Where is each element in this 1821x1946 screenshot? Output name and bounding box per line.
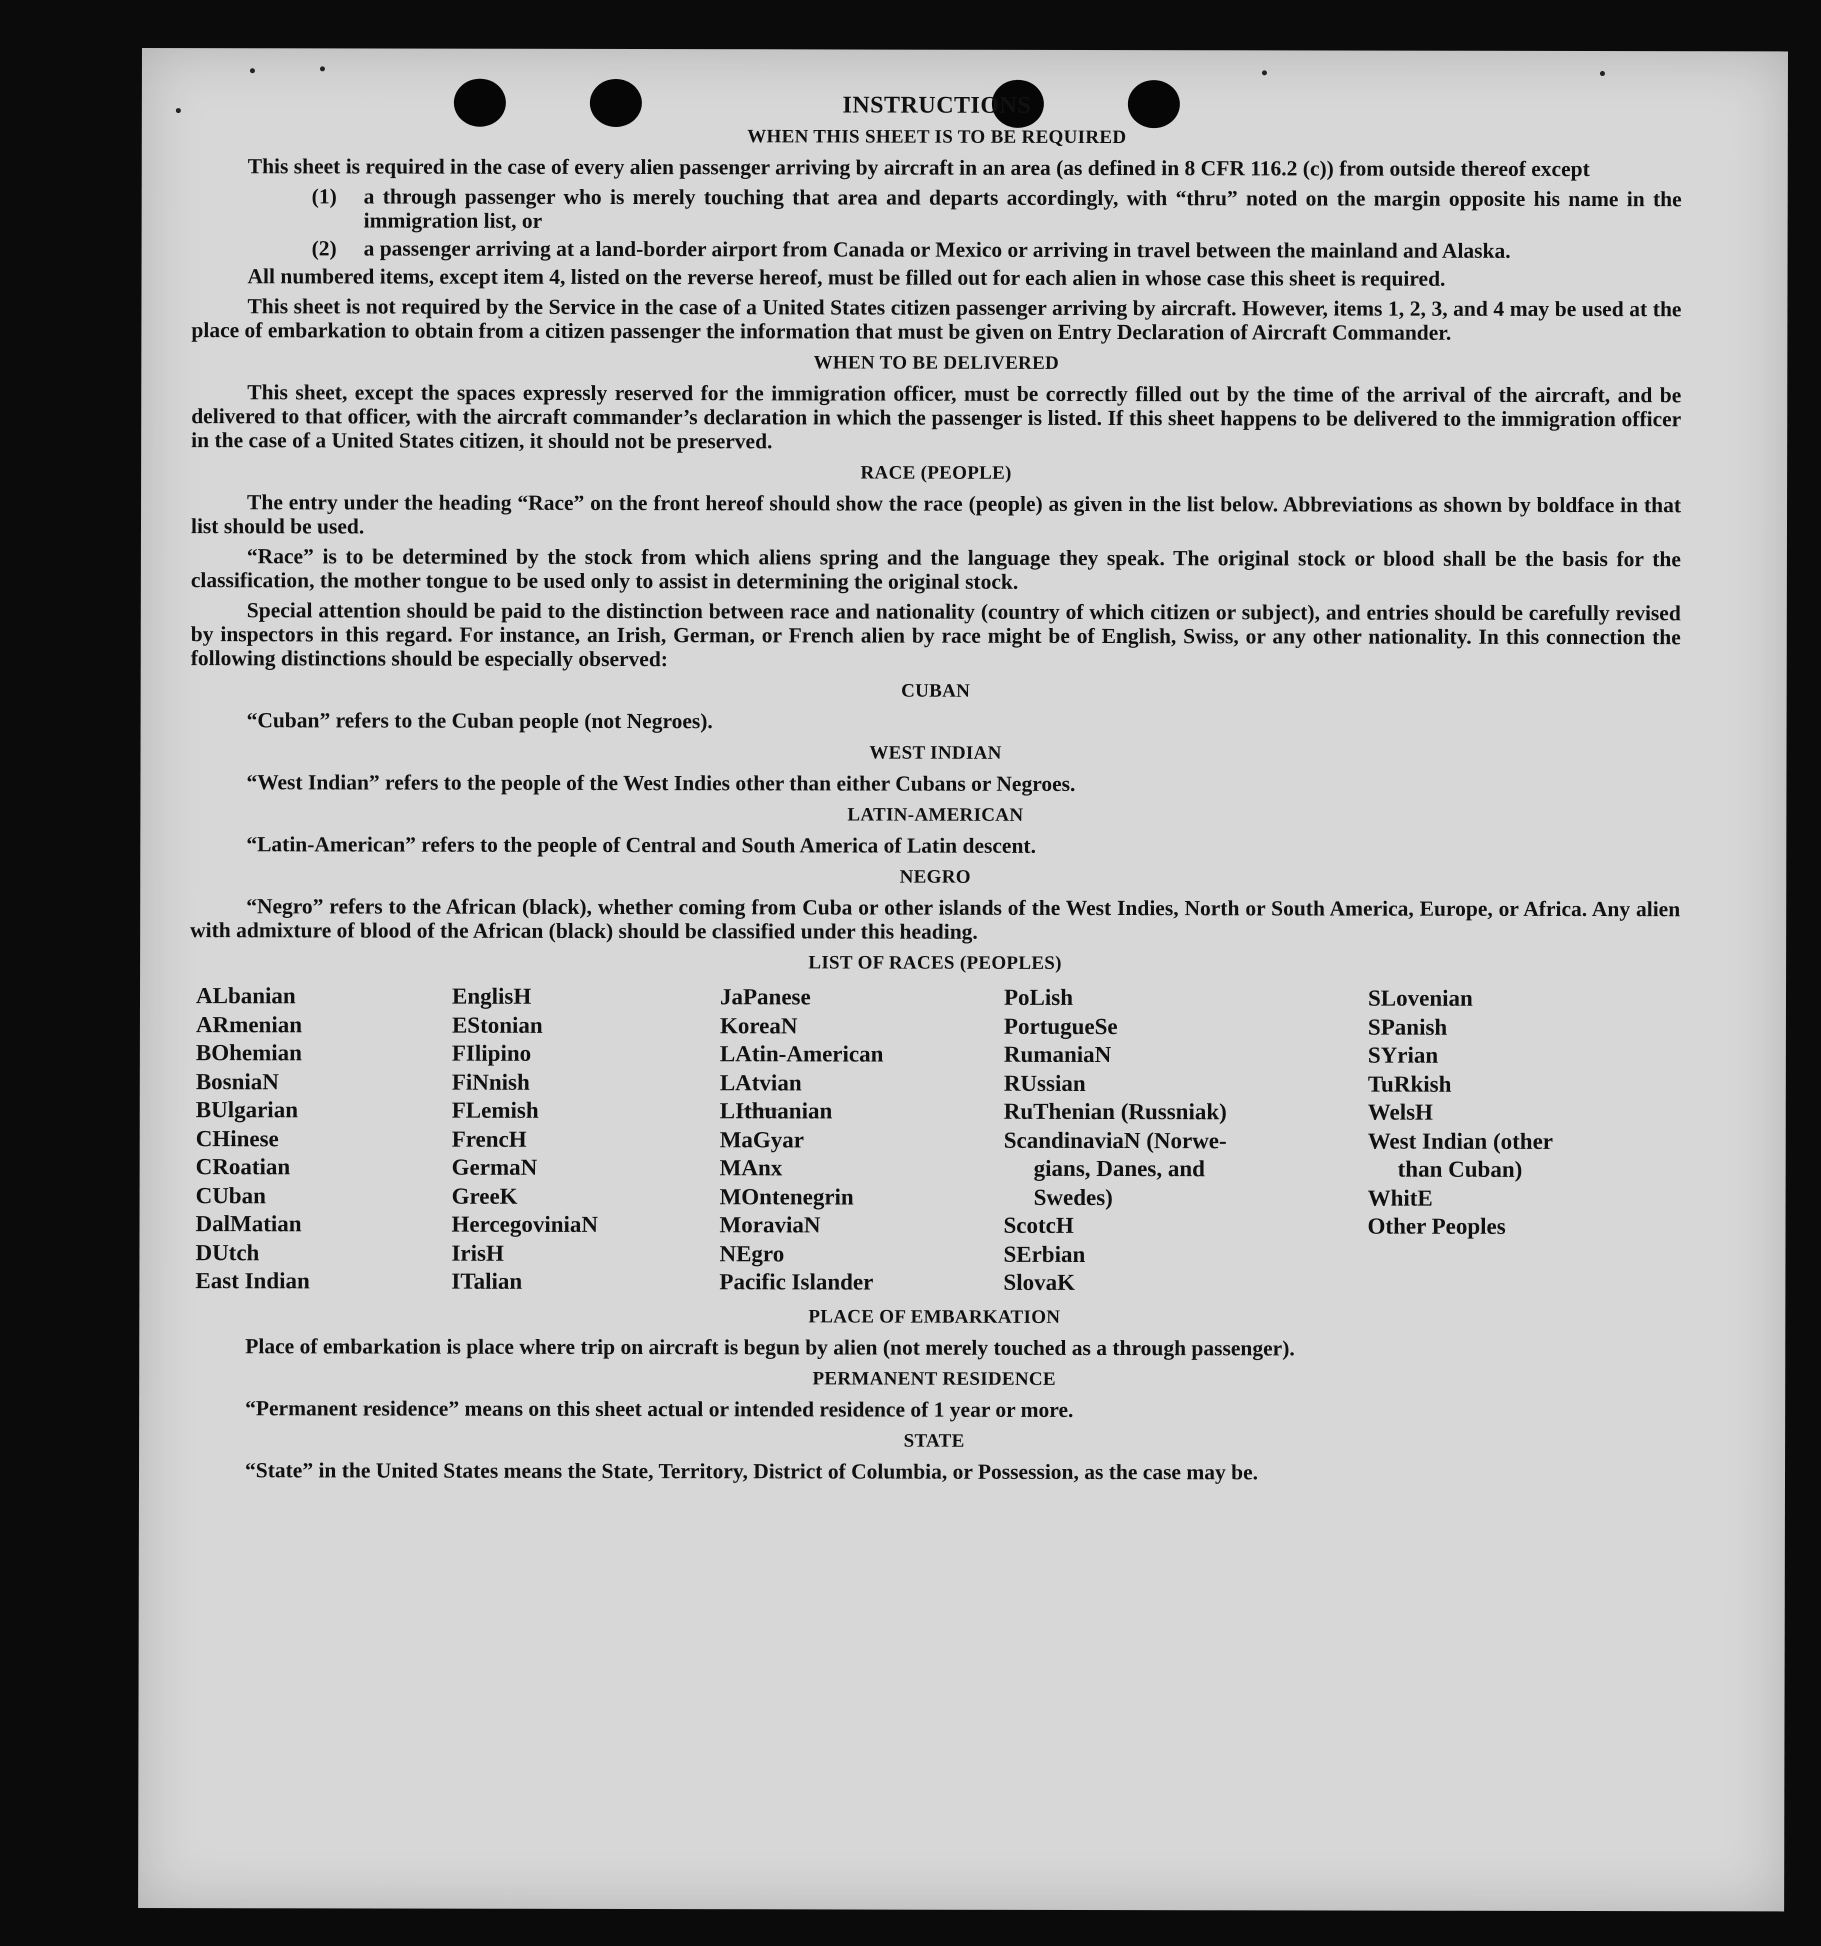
race-entry: NEgro (719, 1240, 785, 1266)
races-table (195, 982, 1680, 1299)
required-paragraph-2: All numbered items, except item 4, listed on the reverse hereof, must be filled out for each alien in whose case this sheet is required. (247, 264, 1446, 291)
race-entry: BOhemian (195, 1040, 303, 1066)
race-entry: FrencH (451, 1126, 527, 1152)
heading-latin-american: LATIN-AMERICAN (847, 804, 1024, 826)
heading-state: STATE (903, 1430, 965, 1452)
race-paragraph-3: Special attention should be paid to the distinction between race and nationality (country of which citizen or subject), and entries should be carefully revised by inspectors in this regard. For instance, an Irish, German, or French alien by race might be of English, Swiss, or any other nationality. In this connection the following distinctions should be especially observed: (190, 598, 1681, 672)
race-entry: RumaniaN (1003, 1041, 1112, 1068)
race-entry: West Indian (other (1367, 1128, 1554, 1154)
race-entry: gians, Danes, and (1033, 1155, 1205, 1182)
race-entry: MoraviaN (719, 1212, 821, 1238)
race-paragraph-2: “Race” is to be determined by the stock from which aliens spring and the language they speak. The original stock or blood shall be the basis for the classification, the mother tongue to be used only to assist in determining the original stock. (190, 544, 1681, 594)
race-entry: MAnx (719, 1155, 783, 1181)
races-column (719, 983, 1004, 1297)
speck (1262, 70, 1267, 75)
race-entry: EStonian (451, 1012, 543, 1038)
race-entry: ALbanian (195, 983, 296, 1009)
negro-text: “Negro” refers to the African (black), whether coming from Cuba or other islands of the West Indies, North or South America, Europe, or Africa. Any alien with admixture of blood of the African (black) should be classified under this heading. (190, 894, 1681, 944)
race-entry: LIthuanian (719, 1098, 833, 1124)
race-entry: Pacific Islander (719, 1269, 874, 1295)
exceptions-list (312, 184, 1682, 263)
heading-west-indian: WEST INDIAN (869, 742, 1002, 764)
heading-delivered: WHEN TO BE DELIVERED (813, 352, 1060, 374)
race-entry: RuThenian (Russniak) (1003, 1098, 1227, 1125)
cuban-text: “Cuban” refers to the Cuban people (not Negroes). (246, 708, 713, 734)
race-entry: DUtch (195, 1239, 260, 1265)
heading-race: RACE (PEOPLE) (860, 462, 1012, 484)
race-entry: GreeK (451, 1183, 518, 1209)
speck (1600, 71, 1605, 76)
race-entry: PoLish (1003, 984, 1074, 1010)
item-number: (2) (311, 236, 337, 261)
race-entry: CRoatian (195, 1154, 291, 1180)
race-entry: East Indian (195, 1268, 310, 1294)
race-entry: PortugueSe (1003, 1013, 1118, 1039)
race-entry: SlovaK (1003, 1269, 1076, 1295)
heading-cuban: CUBAN (901, 680, 971, 702)
race-entry: SPanish (1367, 1014, 1448, 1040)
heading-list-of-races: LIST OF RACES (PEOPLES) (808, 952, 1062, 974)
race-entry: Swedes) (1033, 1184, 1113, 1210)
item-text: a through passenger who is merely touching that area and departs accordingly, with “thru” noted on the margin opposite his name in the immigration list, or (363, 184, 1682, 233)
embarkation-text: Place of embarkation is place where trip on aircraft is begun by alien (not merely touched as a through passenger). (245, 1333, 1295, 1360)
race-entry: KoreaN (719, 1012, 798, 1038)
races-column (1367, 985, 1628, 1299)
list-item (312, 184, 1682, 235)
race-entry: SLovenian (1367, 985, 1473, 1011)
races-column (1003, 984, 1368, 1298)
race-entry: WhitE (1367, 1185, 1433, 1211)
race-entry: LAtvian (719, 1069, 802, 1095)
document-sheet (138, 48, 1788, 1911)
races-column (451, 983, 720, 1297)
required-paragraph-3: This sheet is not required by the Service in the case of a United States citizen passenger arriving by aircraft. However, items 1, 2, 3, and 4 may be used at the place of embarkation to obtain from a citizen passenger the information that must be given on Entry Declaration of Aircraft Commander. (191, 294, 1682, 345)
speck (176, 108, 181, 113)
instructions-content (189, 92, 1682, 1491)
race-entry: FiNnish (451, 1069, 530, 1095)
race-entry: WelsH (1367, 1099, 1433, 1125)
race-entry: MOntenegrin (719, 1183, 854, 1209)
heading-required: WHEN THIS SHEET IS TO BE REQUIRED (747, 126, 1127, 149)
state-text: “State” in the United States means the State, Territory, District of Columbia, or Possession, as the case may be. (244, 1457, 1259, 1484)
speck (250, 68, 255, 73)
race-entry: than Cuban) (1397, 1156, 1523, 1182)
race-entry: ITalian (451, 1268, 523, 1294)
race-entry: SErbian (1003, 1241, 1086, 1267)
race-paragraph-1: The entry under the heading “Race” on the front hereof should show the race (people) as given in the list below. Abbreviations as shown by boldface in that list should be used. (190, 490, 1682, 539)
page-title: INSTRUCTIONS (842, 92, 1032, 119)
list-item (312, 236, 1682, 263)
delivered-text: This sheet, except the spaces expressly reserved for the immigration officer, must be correctly filled out by the time of the arrival of the aircraft, and be delivered to that officer, with the aircraft commander’s declaration in which the passenger is listed. If this sheet happens to be delivered to the immigration officer in the case of a United States citizen, it should not be preserved. (191, 380, 1682, 454)
race-entry: CUban (195, 1182, 266, 1208)
heading-embarkation: PLACE OF EMBARKATION (808, 1305, 1061, 1328)
race-entry: FIlipino (451, 1040, 532, 1066)
west-indian-text: “West Indian” refers to the people of the West Indies other than either Cubans or Negroes. (246, 770, 1076, 796)
race-entry: EnglisH (451, 983, 532, 1009)
race-entry: SYrian (1367, 1042, 1439, 1068)
race-entry: MaGyar (719, 1126, 805, 1152)
residence-text: “Permanent residence” means on this sheet actual or intended residence of 1 year or more. (245, 1395, 1074, 1422)
required-intro: This sheet is required in the case of every alien passenger arriving by aircraft in an area (as defined in 8 CFR 116.2 (c)) from outside thereof except (247, 154, 1590, 182)
race-entry: CHinese (195, 1125, 279, 1151)
heading-residence: PERMANENT RESIDENCE (812, 1367, 1056, 1390)
race-entry: TuRkish (1367, 1071, 1452, 1097)
races-column (195, 982, 452, 1296)
race-entry: ARmenian (195, 1011, 303, 1037)
race-entry: HercegoviniaN (451, 1211, 599, 1237)
speck (320, 66, 325, 71)
race-entry: GermaN (451, 1154, 538, 1180)
race-entry: BosniaN (195, 1068, 279, 1094)
race-entry: FLemish (451, 1097, 539, 1123)
race-entry: ScotcH (1003, 1212, 1074, 1238)
race-entry: LAtin-American (719, 1041, 884, 1067)
race-entry: JaPanese (719, 984, 811, 1010)
race-entry: DalMatian (195, 1211, 302, 1237)
heading-negro: NEGRO (899, 866, 971, 888)
race-entry: RUssian (1003, 1070, 1086, 1096)
item-text: a passenger arriving at a land-border airport from Canada or Mexico or arriving in travel between the mainland and Alaska. (363, 236, 1511, 263)
item-number: (1) (311, 184, 337, 209)
race-entry: Other Peoples (1367, 1213, 1506, 1239)
race-entry: IrisH (451, 1240, 504, 1266)
race-entry: BUlgarian (195, 1097, 299, 1123)
race-entry: ScandinaviaN (Norwe- (1003, 1127, 1227, 1153)
latin-american-text: “Latin-American” refers to the people of Central and South America of Latin descent. (246, 832, 1036, 858)
